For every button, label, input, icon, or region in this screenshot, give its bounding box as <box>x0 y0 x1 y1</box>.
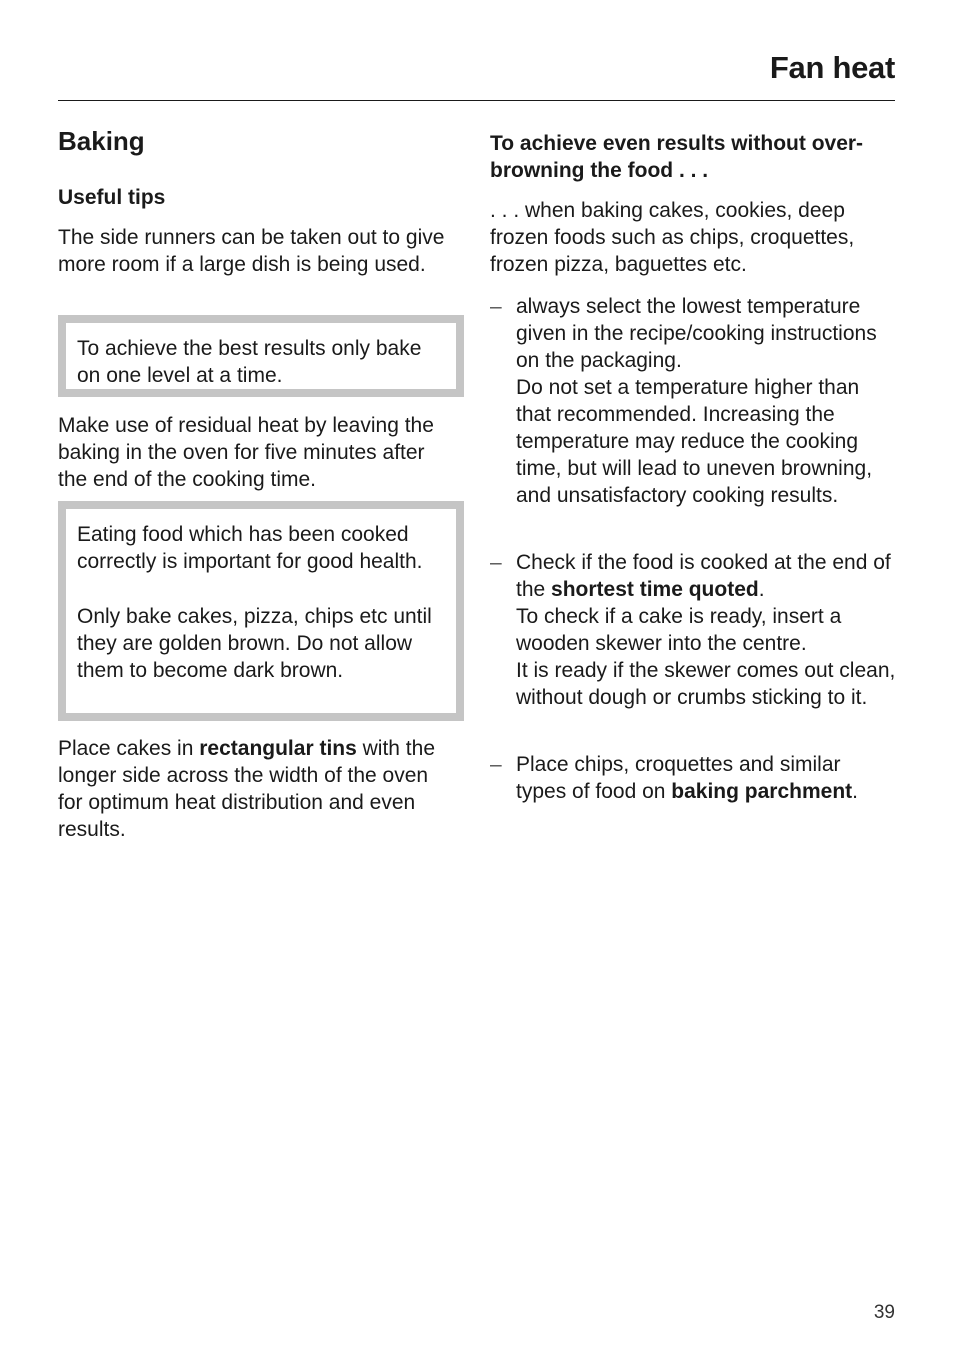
note-text-health: Eating food which has been cooked correctly is important for good health. <box>77 523 423 573</box>
emphasis-baking-parchment: baking parchment <box>671 780 853 803</box>
note-box-one-level <box>58 315 464 397</box>
dash-bullet: – <box>490 753 502 776</box>
list-text: Place chips, croquettes and similar types of food on baking parchment. <box>516 753 858 803</box>
dash-bullet: – <box>490 551 502 574</box>
subheading-even-results: To achieve even results without over-browning the food . . . <box>490 132 864 182</box>
emphasis-shortest-time: shortest time quoted <box>551 578 759 601</box>
paragraph-side-runners: The side runners can be taken out to give more room if a large dish is being used. <box>58 226 445 276</box>
paragraph-intro: . . . when baking cakes, cookies, deep frozen foods such as chips, croquettes, frozen pizza, baguettes etc. <box>490 199 855 276</box>
note-text: To achieve the best results only bake on one level at a time. <box>77 337 422 387</box>
list-text: Check if the food is cooked at the end of the shortest time quoted. To check if a cake is ready, insert a wooden skewer into the centre. It is ready if the skewer comes out clean, without dough or crumbs sticking to it. <box>516 551 896 709</box>
note-text-golden-brown: Only bake cakes, pizza, chips etc until they are golden brown. Do not allow them to become dark brown. <box>77 605 432 682</box>
paragraph-residual-heat: Make use of residual heat by leaving the baking in the oven for five minutes after the end of the cooking time. <box>58 414 434 491</box>
subheading-useful-tips: Useful tips <box>58 186 166 209</box>
section-title: Baking <box>58 126 145 156</box>
emphasis-rectangular-tins: rectangular tins <box>199 737 357 760</box>
dash-bullet: – <box>490 295 502 318</box>
page-number: 39 <box>873 1302 895 1323</box>
page-title: Fan heat <box>769 50 895 85</box>
list-text: always select the lowest temperature given in the recipe/cooking instructions on the packaging. Do not set a temperature higher than that recommended. Increasing the temperature may reduce the cooking time, but will lead to uneven browning, and unsatisfactory cooking results. <box>516 295 877 507</box>
note-box-health <box>58 501 464 721</box>
header-divider <box>58 100 895 101</box>
paragraph-rectangular-tins: Place cakes in rectangular tins with the longer side across the width of the oven for optimum heat distribution and even results. <box>58 737 436 841</box>
